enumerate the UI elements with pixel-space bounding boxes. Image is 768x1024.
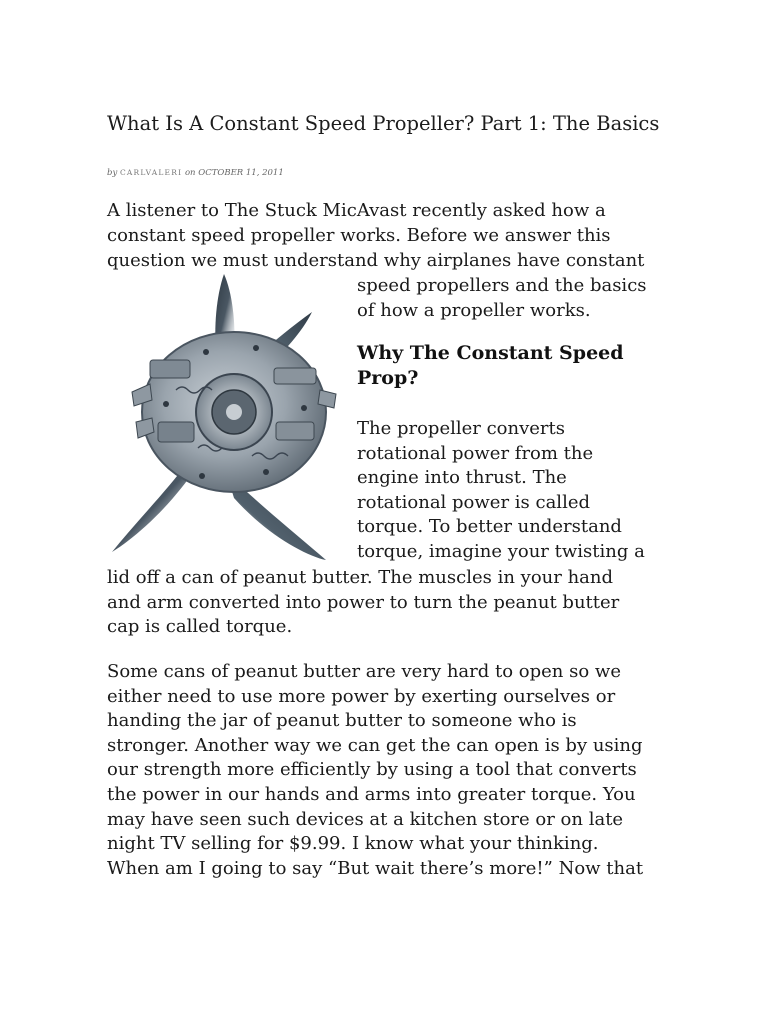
para2-line-7: may have seen such devices at a kitchen store or on late [107,808,624,830]
section-heading-line-2: Prop? [357,366,419,389]
byline-author[interactable]: CARLVALERI [119,168,183,177]
section-heading [357,341,624,390]
para1-wrap-line-3: engine into thrust. The [357,467,567,489]
article-title: What Is A Constant Speed Propeller? Part 1: The Basics [107,112,660,135]
para1-full-line-1: lid off a can of peanut butter. The muscles in your hand [107,567,614,588]
para1-full-line-3: cap is called torque. [107,616,293,638]
byline [107,168,284,178]
para2-line-6: the power in our hands and arms into greater torque. You [107,783,636,805]
para2-line-4: stronger. Another way we can get the can open is by using [107,734,643,756]
intro-line-2: constant speed propeller works. Before we answer this [107,225,611,246]
section-heading-line-1: Why The Constant Speed [357,342,624,364]
byline-on: on [184,168,196,178]
intro-wrap-line-1: speed propellers and the basics [357,275,647,296]
para1-full-line-2: and arm converted into power to turn the peanut butter [107,591,620,613]
byline-date: OCTOBER 11, 2011 [198,168,284,178]
para1-wrap-line-6: torque, imagine your twisting a [357,540,645,562]
intro-line-3: question we must understand why airplanes have constant [107,250,645,271]
propeller-hub-cutaway-image [106,272,346,564]
para1-wrap-line-4: rotational power is called [357,491,590,513]
para2-line-5: our strength more efficiently by using a tool that converts [107,759,637,781]
para2-line-8: night TV selling for $9.99. I know what your thinking. [107,833,599,855]
intro-line-1: A listener to The Stuck MicAvast recently asked how a [107,200,606,221]
para2 [107,660,667,881]
para2-line-2: either need to use more power by exerting ourselves or [107,685,616,707]
intro-wrap-line-2: of how a propeller works. [357,299,591,321]
para1-full [107,566,667,640]
para2-line-9: When am I going to say “But wait there’s more!” Now that [107,857,644,879]
para2-line-3: handing the jar of peanut butter to someone who is [107,710,577,732]
intro-wrap [357,274,737,323]
para1-wrap [357,417,737,565]
byline-by: by [107,168,118,178]
para1-wrap-line-2: rotational power from the [357,442,594,464]
para1-wrap-line-1: The propeller converts [357,418,566,439]
para2-line-1: Some cans of peanut butter are very hard to open so we [107,661,621,682]
para1-wrap-line-5: torque. To better understand [357,516,622,538]
